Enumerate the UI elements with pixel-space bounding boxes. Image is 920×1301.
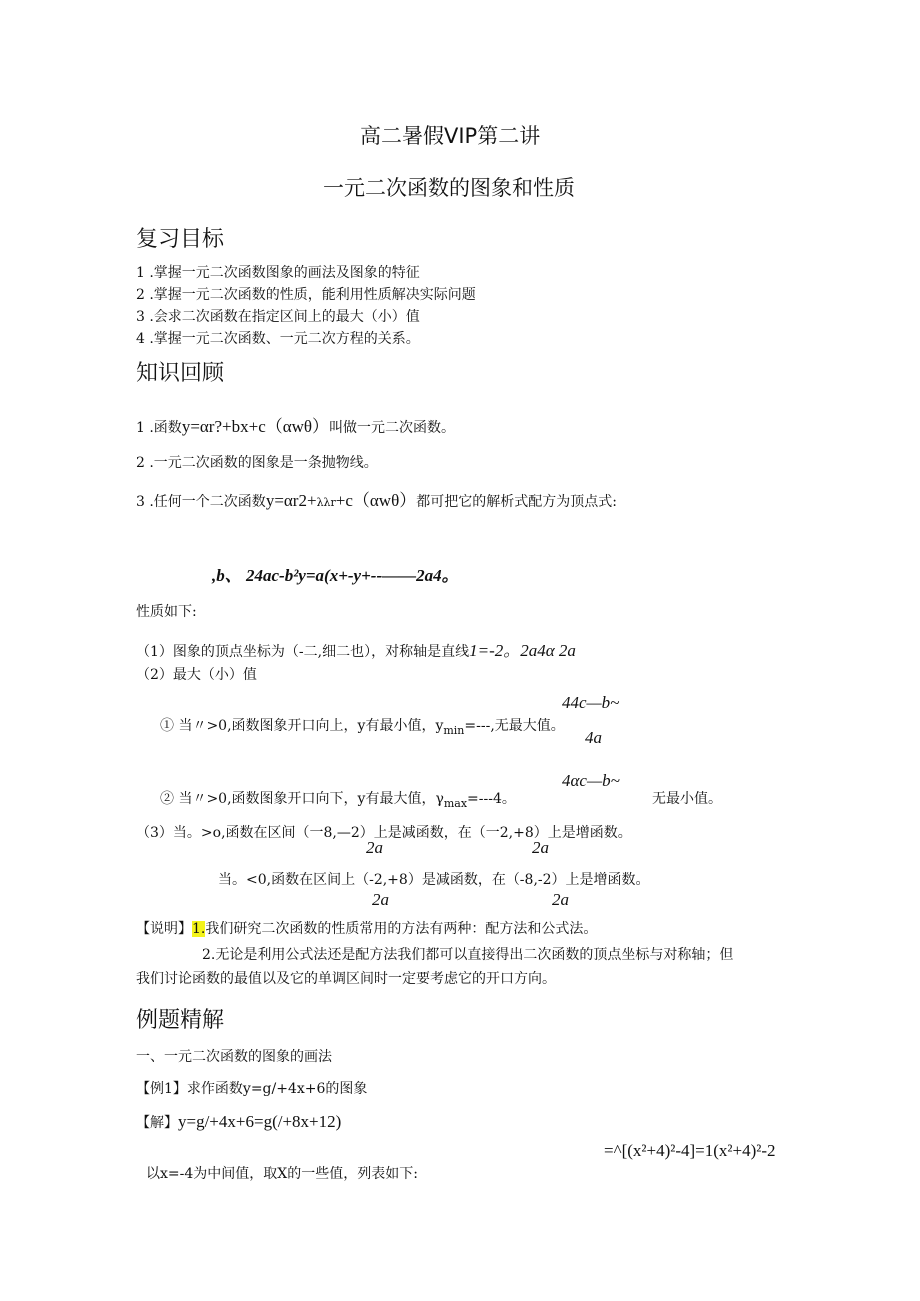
knowledge-item-1 xyxy=(136,412,455,437)
knowledge-1-formula: y=αr?+bx+c（αwθ） xyxy=(181,417,330,436)
property-2a-text: ① 当〃>0,函数图象开口向上，y有最小值，y xyxy=(160,718,444,734)
note-line-2: 2.无论是利用公式法还是配方法我们都可以直接得出二次函数的顶点坐标与对称轴；但 xyxy=(202,947,734,963)
property-3: （3）当。>o,函数在区间（一8,—2）上是减函数，在（一2,+8）上是增函数。 xyxy=(136,825,632,841)
examples-part-1: 一、一元二次函数的图象的画法 xyxy=(136,1049,332,1065)
knowledge-3-suffix: 都可把它的解析式配方为顶点式: xyxy=(416,494,617,510)
example-1-label: 【例1】 xyxy=(136,1081,187,1097)
note-line-1 xyxy=(136,918,597,938)
knowledge-3-formula-b: +c（αwθ） xyxy=(335,491,417,510)
goal-item: 1 .掌握一元二次函数图象的画法及图象的特征 xyxy=(136,265,420,281)
solution-text: y=g/+4x+6=g(/+8x+12) xyxy=(178,1112,342,1131)
note-line-3: 我们讨论函数的最值以及它的单调区间时一定要考虑它的开口方向。 xyxy=(136,971,556,987)
example-1 xyxy=(136,1078,367,1098)
property-2a-denominator: 4a xyxy=(585,728,602,747)
section-heading-knowledge-review: 知识回顾 xyxy=(136,361,225,386)
knowledge-3-formula-small: λλr xyxy=(316,496,336,509)
property-2a-sub: min xyxy=(443,724,465,737)
property-2b-tail: =---4。 xyxy=(467,791,516,807)
property-2b-sub: max xyxy=(443,797,468,810)
property-1-text: （1）图象的顶点坐标为（-二,细二也），对称轴是直线 xyxy=(136,644,470,660)
property-2b-text: ② 当〃>0,函数图象开口向下，y有最大值，γ xyxy=(160,791,444,807)
knowledge-3-formula-a: y=αr2+ xyxy=(265,491,317,510)
solution-line-1 xyxy=(136,1112,341,1132)
knowledge-item-3 xyxy=(136,486,617,511)
note-line-1-text: 我们研究二次函数的性质常用的方法有两种：配方法和公式法。 xyxy=(205,921,598,937)
property-3-denominator-2: 2a xyxy=(532,838,549,857)
section-heading-examples: 例题精解 xyxy=(136,1008,225,1033)
solution-line-3: 以x=-4为中间值，取X的一些值，列表如下: xyxy=(146,1166,418,1182)
page-subtitle: 一元二次函数的图象和性质 xyxy=(323,176,575,200)
solution-line-2: =^[(x²+4)²-4]=1(x²+4)²-2 xyxy=(604,1141,776,1160)
property-2a xyxy=(160,715,565,737)
property-2b xyxy=(160,788,516,810)
page-title: 高二暑假VIP第二讲 xyxy=(360,124,541,148)
property-2b-end: 无最小值。 xyxy=(652,791,722,807)
property-2b-numerator: 4αc—b~ xyxy=(562,771,620,790)
properties-label: 性质如下: xyxy=(136,604,197,620)
section-heading-review-goals: 复习目标 xyxy=(136,227,225,252)
knowledge-item-2: 2 .一元二次函数的图象是一条抛物线。 xyxy=(136,455,378,471)
knowledge-1-suffix: 叫做一元二次函数。 xyxy=(329,420,456,436)
property-3b-denominator-1: 2a xyxy=(372,890,389,909)
knowledge-3-prefix: 3 .任何一个二次函数 xyxy=(136,494,266,510)
property-1 xyxy=(136,636,576,661)
vertex-formula: ,b、 24ac-b²y=a(x+-y+--——2a4。 xyxy=(212,566,459,585)
property-2a-numerator: 44c—b~ xyxy=(562,693,620,712)
goal-item: 3 .会求二次函数在指定区间上的最大（小）值 xyxy=(136,309,420,325)
goal-item: 4 .掌握一元二次函数、一元二次方程的关系。 xyxy=(136,331,420,347)
property-3b: 当。<0,函数在区间上（-2,+8）是减函数，在（-8,-2）上是增函数。 xyxy=(218,872,650,888)
note-label: 【说明】 xyxy=(136,921,192,937)
knowledge-1-prefix: 1 .函数 xyxy=(136,420,182,436)
example-1-text: 求作函数y=g/+4x+6的图象 xyxy=(186,1081,368,1097)
property-1-math: 1=-2。2a4α 2a xyxy=(469,641,576,660)
property-2: （2）最大（小）值 xyxy=(136,667,257,683)
property-3-denominator-1: 2a xyxy=(366,838,383,857)
property-2a-tail: =---,无最大值。 xyxy=(464,718,565,734)
note-number-highlight: 1. xyxy=(192,921,206,937)
solution-label: 【解】 xyxy=(136,1115,178,1131)
property-3b-denominator-2: 2a xyxy=(552,890,569,909)
goal-item: 2 .掌握一元二次函数的性质，能利用性质解决实际问题 xyxy=(136,287,476,303)
